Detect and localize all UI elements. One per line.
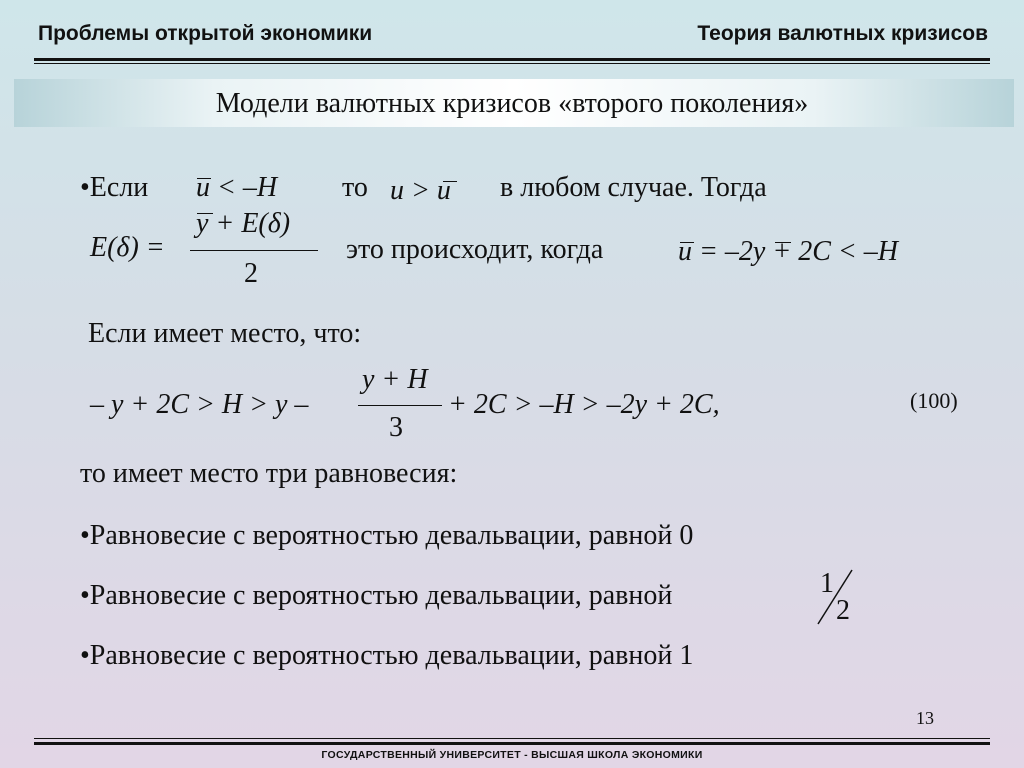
header-rule-thin <box>34 63 990 64</box>
slide-title: Модели валютных кризисов «второго поколения» <box>215 88 809 119</box>
equation-denominator: 3 <box>389 412 403 443</box>
footer-text: ГОСУДАРСТВЕННЫЙ УНИВЕРСИТЕТ - ВЫСШАЯ ШКОЛА ЭКОНОМИКИ <box>321 749 703 761</box>
bullet-equilibrium-1: •Равновесие с вероятностью девальвации, равной 1 <box>80 640 694 671</box>
header-left-title: Проблемы открытой экономики <box>38 22 373 45</box>
line2-text: это происходит, когда <box>346 234 604 265</box>
fraction-line-2 <box>358 405 442 406</box>
y-bar-1 <box>197 213 213 214</box>
line1-tail: в любом случае. Тогда <box>500 172 767 203</box>
expectation-numerator: y + E(δ) <box>196 208 291 239</box>
line1-condition: u < –H <box>196 172 278 203</box>
line2-expression: u = –2y + 2C < –H <box>678 236 899 267</box>
header-right-title: Теория валютных кризисов <box>697 22 988 45</box>
half-slash <box>808 566 858 628</box>
half-numerator: 1 <box>820 568 834 599</box>
header-rule-thick <box>34 58 990 61</box>
line1-result: u > u <box>390 175 451 206</box>
fraction-line-1 <box>190 250 318 251</box>
equation-numerator: y + H <box>362 364 428 395</box>
equation-part2: + 2C > –H > –2y + 2C, <box>448 389 720 420</box>
expectation-denominator: 2 <box>244 258 258 289</box>
line1-if: •Если <box>80 172 149 203</box>
equation-part1: – y + 2C > H > y – <box>90 389 309 420</box>
y-bar-2 <box>775 242 791 243</box>
bullet-equilibrium-0: •Равновесие с вероятностью девальвации, равной 0 <box>80 520 694 551</box>
equation-number: (100) <box>910 388 958 413</box>
line1-then: то <box>342 172 368 203</box>
line4-text: то имеет место три равновесия: <box>80 458 458 489</box>
u-bar-3 <box>680 242 694 243</box>
line3-text: Если имеет место, что: <box>88 318 362 349</box>
u-bar-2 <box>443 181 457 182</box>
page-number: 13 <box>916 708 934 728</box>
bullet-equilibrium-half: •Равновесие с вероятностью девальвации, равной <box>80 580 673 611</box>
expectation-lhs: E(δ) = <box>90 232 165 263</box>
half-denominator: 2 <box>836 595 850 626</box>
footer-rule-thick <box>34 742 990 745</box>
u-bar-1 <box>197 178 211 179</box>
footer-rule-thin <box>34 738 990 739</box>
